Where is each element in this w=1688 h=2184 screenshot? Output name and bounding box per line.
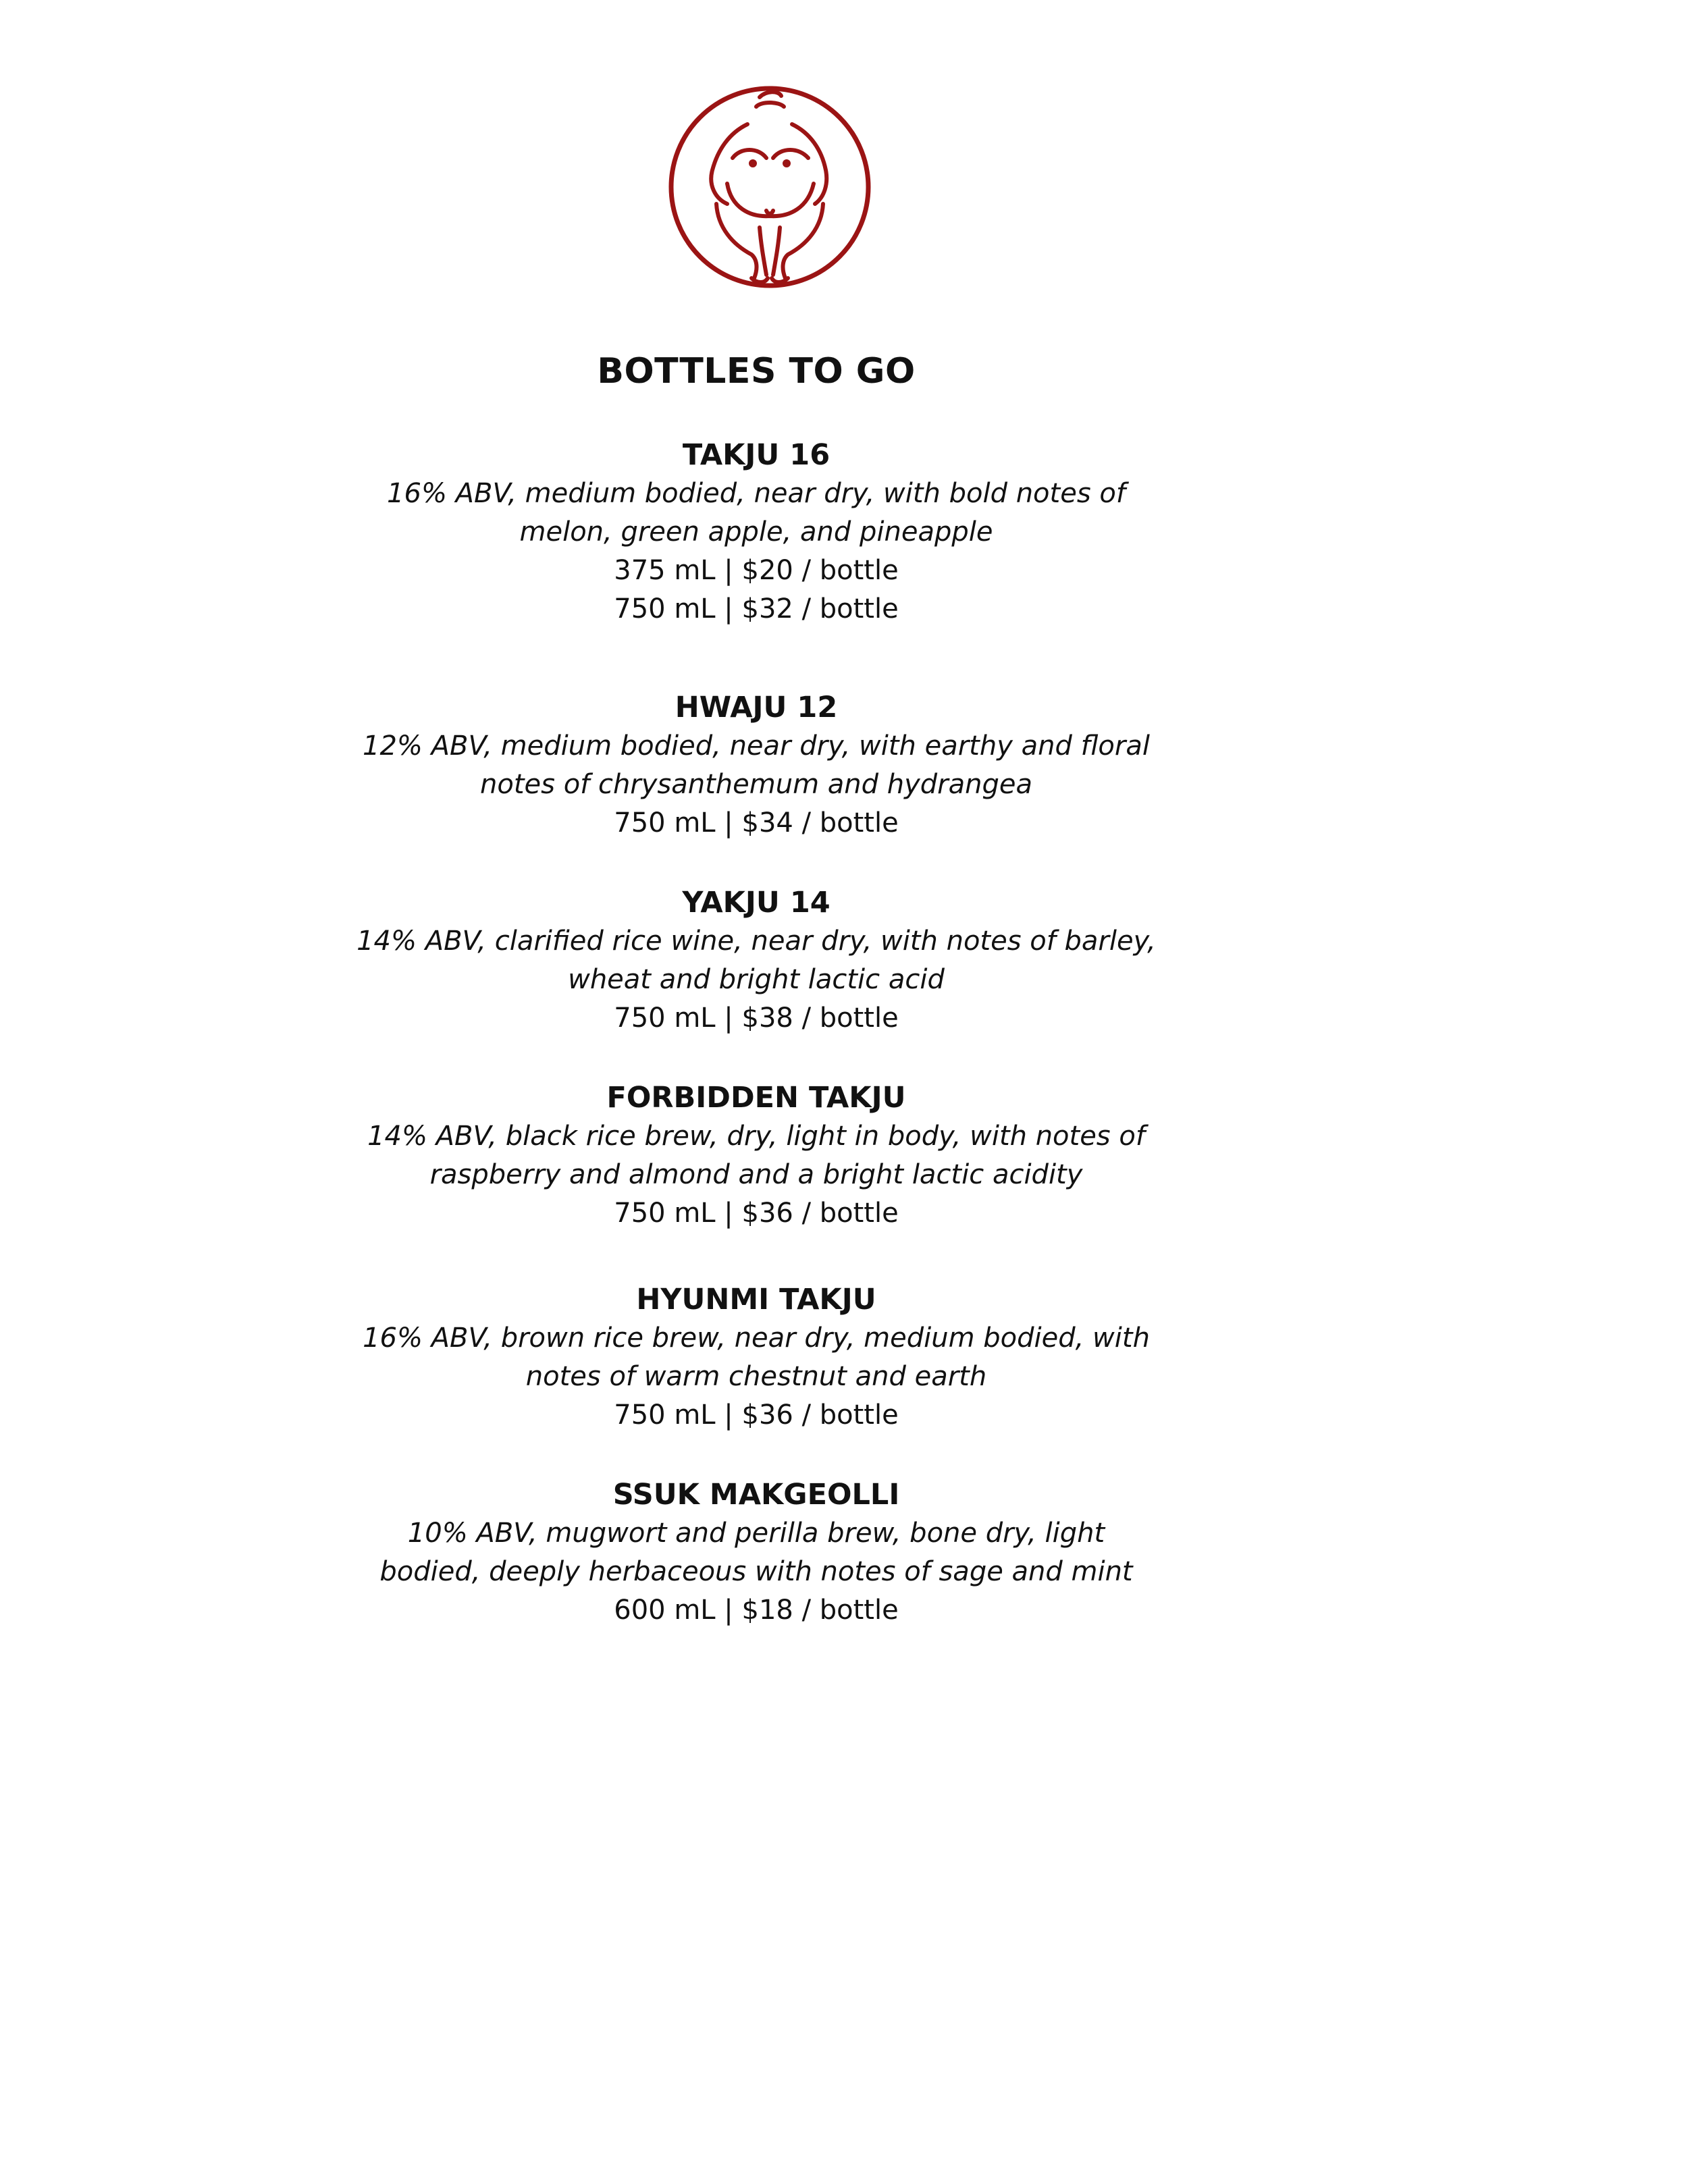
item-description-line: notes of chrysanthemum and hydrangea xyxy=(480,769,1032,800)
item-description-line: 16% ABV, medium bodied, near dry, with bold notes of xyxy=(387,478,1126,509)
item-name: TAKJU 16 xyxy=(682,438,830,472)
menu-item-ssuk-makgeolli xyxy=(317,1475,1195,1630)
item-description-line: raspberry and almond and a bright lactic acidity xyxy=(429,1159,1083,1190)
menu-item-hwaju-12 xyxy=(317,688,1195,843)
item-description-line: 10% ABV, mugwort and perilla brew, bone dry, light xyxy=(407,1518,1105,1549)
item-description-line: 12% ABV, medium bodied, near dry, with earthy and floral xyxy=(363,730,1150,762)
item-price: 750 mL | $38 / bottle xyxy=(614,1003,899,1034)
item-price: 375 mL | $20 / bottle xyxy=(614,555,899,586)
item-price: 750 mL | $34 / bottle xyxy=(614,807,899,838)
item-description-line: wheat and bright lactic acid xyxy=(568,964,945,995)
item-name: YAKJU 14 xyxy=(682,886,830,920)
item-description-line: notes of warm chestnut and earth xyxy=(525,1361,987,1392)
item-description-line: 16% ABV, brown rice brew, near dry, medium bodied, with xyxy=(363,1323,1150,1354)
item-price: 750 mL | $36 / bottle xyxy=(614,1400,899,1431)
item-price: 600 mL | $18 / bottle xyxy=(614,1595,899,1626)
item-description-line: melon, green apple, and pineapple xyxy=(519,516,993,548)
menu-item-yakju-14 xyxy=(317,883,1195,1038)
item-description-line: bodied, deeply herbaceous with notes of sage and mint xyxy=(379,1556,1133,1587)
menu-item-hyunmi-takju xyxy=(317,1280,1195,1435)
item-description-line: 14% ABV, black rice brew, dry, light in body, with notes of xyxy=(367,1121,1145,1152)
menu-item-forbidden-takju xyxy=(317,1078,1195,1233)
item-price: 750 mL | $32 / bottle xyxy=(614,593,899,624)
menu-title: BOTTLES TO GO xyxy=(597,351,916,392)
item-name: FORBIDDEN TAKJU xyxy=(606,1081,906,1115)
figure-in-circle-logo xyxy=(665,82,874,292)
item-price: 750 mL | $36 / bottle xyxy=(614,1198,899,1229)
item-name: SSUK MAKGEOLLI xyxy=(612,1478,900,1512)
item-description-line: 14% ABV, clarified rice wine, near dry, with notes of barley, xyxy=(357,926,1156,957)
menu-item-takju-16 xyxy=(317,435,1195,629)
item-name: HWAJU 12 xyxy=(675,691,838,724)
item-name: HYUNMI TAKJU xyxy=(636,1283,876,1316)
bottles-menu xyxy=(317,348,1195,1630)
